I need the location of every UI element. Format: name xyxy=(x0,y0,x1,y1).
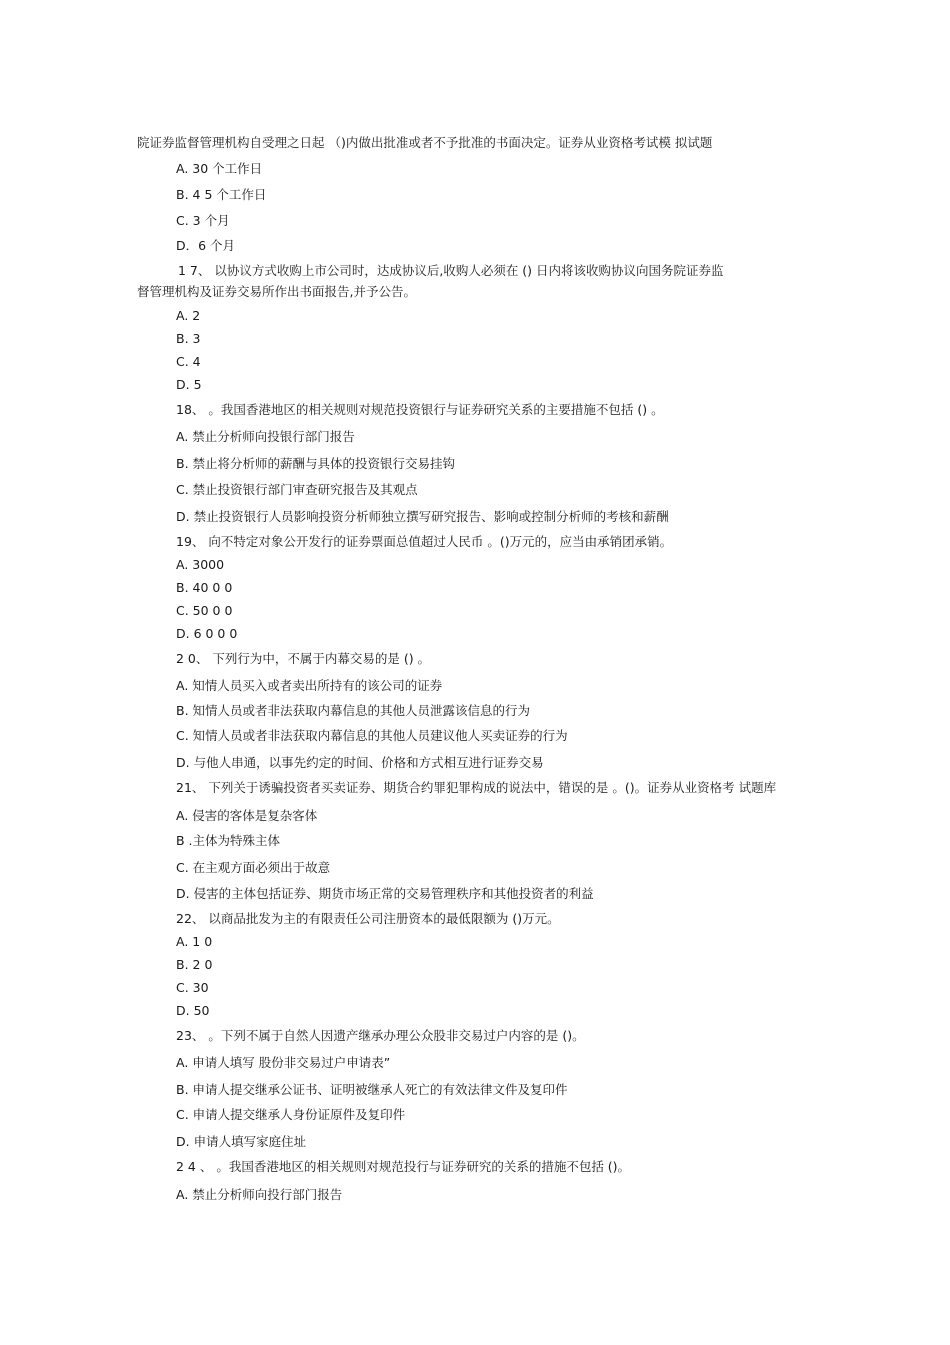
question-17-stem-cont: 督管理机构及证券交易所作出书面报告,并予公告。 xyxy=(137,284,416,299)
option-18-b: B. 禁止将分析师的薪酬与具体的投资银行交易挂钩 xyxy=(176,456,456,471)
option-20-b: B. 知情人员或者非法获取内幕信息的其他人员泄露该信息的行为 xyxy=(176,703,531,718)
option-16-b: B. 4 5 个工作日 xyxy=(176,187,267,202)
option-19-b: B. 40 0 0 xyxy=(176,580,233,595)
option-21-d: D. 侵害的主体包括证券、期货市场正常的交易管理秩序和其他投资者的利益 xyxy=(176,886,594,901)
option-19-d: D. 6 0 0 0 xyxy=(176,626,238,641)
question-23-stem: 23、 。下列不属于自然人因遗产继承办理公众股非交易过户内容的是 ()。 xyxy=(176,1028,585,1043)
question-22-stem: 22、 以商品批发为主的有限责任公司注册资本的最低限额为 ()万元。 xyxy=(176,911,560,926)
option-18-d: D. 禁止投资银行人员影响投资分析师独立撰写研究报告、影响或控制分析师的考核和薪酬 xyxy=(176,509,669,524)
option-23-c: C. 申请人提交继承人身份证原件及复印件 xyxy=(176,1107,406,1122)
option-20-c: C. 知情人员或者非法获取内幕信息的其他人员建议他人买卖证券的行为 xyxy=(176,728,568,743)
question-16-stem-tail: 院证券监督管理机构自受理之日起 （)内做出批准或者不予批准的书面决定。证券从业资格考试模 拟试题 xyxy=(137,135,713,150)
question-20-stem: 2 0、 下列行为中，不属于内幕交易的是 () 。 xyxy=(176,651,431,666)
option-16-d: D．6 个月 xyxy=(176,238,236,253)
question-24-stem: 2 4 、 。我国香港地区的相关规则对规范投行与证券研究的关系的措施不包括 ()。 xyxy=(176,1159,631,1174)
option-22-a: A. 1 0 xyxy=(176,934,213,949)
option-23-d: D. 申请人填写家庭住址 xyxy=(176,1134,307,1149)
option-21-a: A. 侵害的客体是复杂客体 xyxy=(176,808,318,823)
option-18-a: A. 禁止分析师向投银行部门报告 xyxy=(176,429,355,444)
option-22-d: D. 50 xyxy=(176,1003,210,1018)
option-23-b: B. 申请人提交继承公证书、证明被继承人死亡的有效法律文件及复印件 xyxy=(176,1082,568,1097)
option-22-b: B. 2 0 xyxy=(176,957,213,972)
question-17-stem: 1 7、 以协议方式收购上市公司时，达成协议后,收购人必须在 () 日内将该收购协议向国务院证券监 xyxy=(178,263,724,278)
option-24-a: A. 禁止分析师向投行部门报告 xyxy=(176,1187,343,1202)
option-20-d: D. 与他人串通，以事先约定的时间、价格和方式相互进行证券交易 xyxy=(176,755,544,770)
option-22-c: C. 30 xyxy=(176,980,209,995)
option-19-a: A. 3000 xyxy=(176,557,225,572)
option-17-a: A. 2 xyxy=(176,308,201,323)
option-17-c: C. 4 xyxy=(176,354,201,369)
question-18-stem: 18、 。我国香港地区的相关规则对规范投资银行与证券研究关系的主要措施不包括 () 。 xyxy=(176,402,664,417)
option-16-a: A. 30 个工作日 xyxy=(176,161,263,176)
option-20-a: A. 知情人员买入或者卖出所持有的该公司的证券 xyxy=(176,678,443,693)
option-23-a: A. 申请人填写 股份非交易过户申请表” xyxy=(176,1055,391,1070)
option-21-b: B .主体为特殊主体 xyxy=(176,833,281,848)
option-17-d: D. 5 xyxy=(176,377,202,392)
option-17-b: B. 3 xyxy=(176,331,201,346)
option-16-c: C. 3 个月 xyxy=(176,213,230,228)
question-21-stem: 21、 下列关于诱骗投资者买卖证券、期货合约罪犯罪构成的说法中，错误的是 。()。证券从业资格考 试题库 xyxy=(176,780,777,795)
question-19-stem: 19、 向不特定对象公开发行的证券票面总值超过人民币 。()万元的，应当由承销团承销。 xyxy=(176,534,673,549)
option-19-c: C. 50 0 0 xyxy=(176,603,233,618)
option-18-c: C. 禁止投资银行部门审查研究报告及其观点 xyxy=(176,482,418,497)
option-21-c: C. 在主观方面必须出于故意 xyxy=(176,860,331,875)
